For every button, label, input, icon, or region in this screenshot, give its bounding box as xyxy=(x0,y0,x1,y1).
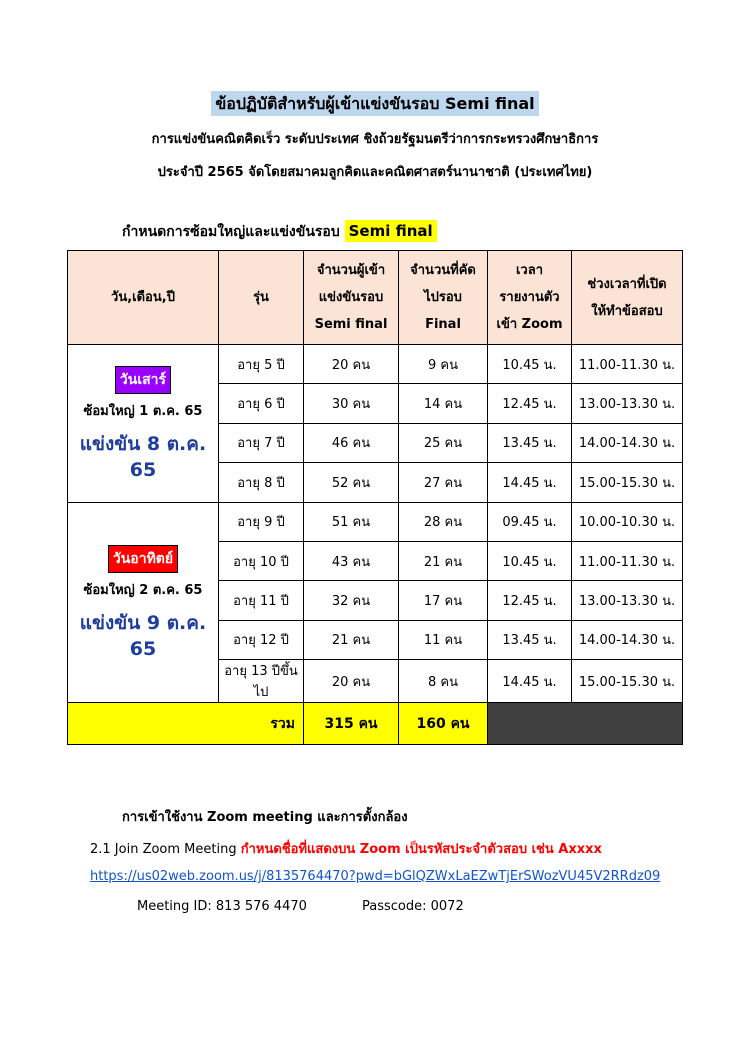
age-cell: อายุ 11 ปี xyxy=(219,581,304,620)
age-cell: อายุ 8 ปี xyxy=(219,463,304,502)
date-cell-saturday xyxy=(68,345,219,503)
header-qualified-line3: Final xyxy=(425,317,461,332)
participants-cell: 30 คน xyxy=(304,384,399,423)
qualified-cell: 21 คน xyxy=(399,541,488,580)
header-participants-line2: แข่งขันรอบ xyxy=(318,290,384,305)
age-cell: อายุ 13 ปีขึ้นไป xyxy=(219,660,304,703)
header-report-time xyxy=(488,251,572,345)
header-qualified-line2: ไปรอบ xyxy=(424,290,462,305)
zoom-meeting-link[interactable]: https://us02web.zoom.us/j/8135764470?pwd=bGlQZWxLaEZwTjErSWozVU45V2RRdz09 xyxy=(90,869,661,884)
qualified-cell: 17 คน xyxy=(399,581,488,620)
report-cell: 14.45 น. xyxy=(488,660,572,703)
page-title-text: ข้อปฏิบัติสำหรับผู้เข้าแข่งขันรอบ Semi final xyxy=(211,91,538,116)
age-cell: อายุ 12 ปี xyxy=(219,620,304,659)
zoom-heading: การเข้าใช้งาน Zoom meeting และการตั้งกล้อง xyxy=(122,810,408,825)
header-report-line3: เข้า Zoom xyxy=(496,317,563,332)
participants-cell: 21 คน xyxy=(304,620,399,659)
header-exam-line2: ให้ทำข้อสอบ xyxy=(591,303,663,319)
header-report-line1: เวลา xyxy=(515,263,543,278)
day-tag-sunday: วันอาทิตย์ xyxy=(108,545,178,573)
exam-cell: 14.00-14.30 น. xyxy=(572,620,683,659)
exam-cell: 10.00-10.30 น. xyxy=(572,502,683,541)
total-qualified: 160 คน xyxy=(399,703,488,745)
day-tag-saturday: วันเสาร์ xyxy=(115,366,171,394)
header-report-line2: รายงานตัว xyxy=(499,290,560,305)
total-participants: 315 คน xyxy=(304,703,399,745)
age-cell: อายุ 10 ปี xyxy=(219,541,304,580)
competition-date: แข่งขัน 9 ต.ค. 65 xyxy=(79,611,207,660)
exam-cell: 15.00-15.30 น. xyxy=(572,660,683,703)
header-participants-line1: จำนวนผู้เข้า xyxy=(316,263,386,278)
report-cell: 12.45 น. xyxy=(488,581,572,620)
exam-cell: 13.00-13.30 น. xyxy=(572,581,683,620)
qualified-cell: 25 คน xyxy=(399,423,488,462)
exam-cell: 13.00-13.30 น. xyxy=(572,384,683,423)
header-age: รุ่น xyxy=(219,251,304,345)
exam-cell: 15.00-15.30 น. xyxy=(572,463,683,502)
age-cell: อายุ 7 ปี xyxy=(219,423,304,462)
header-exam-line1: ช่วงเวลาที่เปิด xyxy=(587,276,667,292)
qualified-cell: 11 คน xyxy=(399,620,488,659)
header-participants xyxy=(304,251,399,345)
total-blank-cell xyxy=(488,703,683,745)
header-exam-window xyxy=(572,251,683,345)
report-cell: 10.45 น. xyxy=(488,541,572,580)
exam-cell: 11.00-11.30 น. xyxy=(572,345,683,384)
competition-date: แข่งขัน 8 ต.ค. 65 xyxy=(79,432,207,481)
participants-cell: 20 คน xyxy=(304,345,399,384)
age-cell: อายุ 9 ปี xyxy=(219,502,304,541)
schedule-heading xyxy=(122,221,437,243)
qualified-cell: 27 คน xyxy=(399,463,488,502)
meeting-passcode: Passcode: 0072 xyxy=(362,899,464,914)
report-cell: 12.45 น. xyxy=(488,384,572,423)
age-cell: อายุ 6 ปี xyxy=(219,384,304,423)
qualified-cell: 9 คน xyxy=(399,345,488,384)
table-row xyxy=(68,345,683,384)
page-title xyxy=(0,92,750,117)
participants-cell: 32 คน xyxy=(304,581,399,620)
total-row xyxy=(68,703,683,745)
qualified-cell: 28 คน xyxy=(399,502,488,541)
report-cell: 14.45 น. xyxy=(488,463,572,502)
participants-cell: 51 คน xyxy=(304,502,399,541)
report-cell: 13.45 น. xyxy=(488,423,572,462)
qualified-cell: 8 คน xyxy=(399,660,488,703)
participants-cell: 46 คน xyxy=(304,423,399,462)
rehearsal-date: ซ้อมใหญ่ 2 ต.ค. 65 xyxy=(83,582,203,598)
table-row xyxy=(68,502,683,541)
header-qualified xyxy=(399,251,488,345)
schedule-heading-text: กำหนดการซ้อมใหญ่และแข่งขันรอบ xyxy=(122,224,340,240)
participants-cell: 52 คน xyxy=(304,463,399,502)
total-label: รวม xyxy=(68,703,304,745)
zoom-join-line xyxy=(90,838,602,859)
rehearsal-date: ซ้อมใหญ่ 1 ต.ค. 65 xyxy=(83,403,203,419)
age-cell: อายุ 5 ปี xyxy=(219,345,304,384)
zoom-join-prefix: 2.1 Join Zoom Meeting xyxy=(90,842,237,857)
schedule-table xyxy=(67,250,683,745)
report-cell: 09.45 น. xyxy=(488,502,572,541)
meeting-id: Meeting ID: 813 576 4470 xyxy=(137,899,307,914)
subtitle-organizer: ประจำปี 2565 จัดโดยสมาคมลูกคิดและคณิตศาสตร์นานาชาติ (ประเทศไทย) xyxy=(157,165,593,180)
header-date: วัน,เดือน,ปี xyxy=(68,251,219,345)
report-cell: 13.45 น. xyxy=(488,620,572,659)
header-participants-line3: Semi final xyxy=(314,317,388,332)
schedule-heading-highlight: Semi final xyxy=(345,220,437,242)
header-qualified-line1: จำนวนที่คัด xyxy=(410,263,476,278)
participants-cell: 20 คน xyxy=(304,660,399,703)
subtitle-competition: การแข่งขันคณิตคิดเร็ว ระดับประเทศ ชิงถ้วยรัฐมนตรีว่าการกระทรวงศึกษาธิการ xyxy=(151,132,599,147)
zoom-join-note: กำหนดชื่อที่แสดงบน Zoom เป็นรหัสประจำตัวสอบ เช่น Axxxx xyxy=(240,842,602,857)
table-header-row xyxy=(68,251,683,345)
exam-cell: 11.00-11.30 น. xyxy=(572,541,683,580)
exam-cell: 14.00-14.30 น. xyxy=(572,423,683,462)
report-cell: 10.45 น. xyxy=(488,345,572,384)
date-cell-sunday xyxy=(68,502,219,703)
qualified-cell: 14 คน xyxy=(399,384,488,423)
participants-cell: 43 คน xyxy=(304,541,399,580)
